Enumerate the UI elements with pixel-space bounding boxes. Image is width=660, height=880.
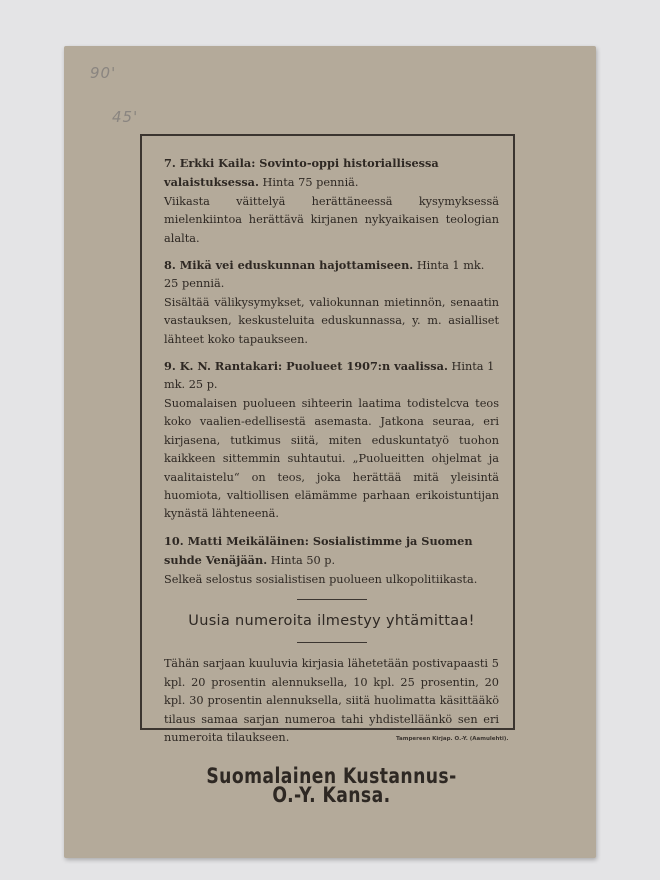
publisher-name: Suomalainen Kustannus-O.-Y. Kansa. <box>206 764 457 807</box>
entry-price: Hinta 75 penniä. <box>262 176 359 190</box>
pencil-mark: 90' <box>90 64 117 82</box>
entry-description: Suomalaisen puolueen sihteerin laatima todistelcva teos koko vaalien-edellisestä asemasta. Jatkona seuraa, eri kirjasena, tutkimus siitä, miten eduskuntatyö tuohon kaikkeen sittemmin suhtautui. „Puolueitten ohjelmat ja vaalitaistelu“ on teos, joka herättää mitä yleisintä huomiota, valtiollisen elämämme parhaan erikoistuntijan kynästä lähteneenä. <box>164 396 499 521</box>
ordering-terms: Tähän sarjaan kuuluvia kirjasia lähetetään postivapaasti 5 kpl. 20 prosentin alennuksella, 10 kpl. 25 prosentin, 20 kpl. 30 prosentin alennuksella, siitä huolimatta käsittääkö tilaus samaa sarjan numeroa tahi yhdistelläänkö sen eri numeroita tilaukseen. <box>164 657 499 744</box>
entry-price: Hinta 50 p. <box>270 554 336 568</box>
divider <box>297 599 367 600</box>
entry-description: Viikasta väittelyä herättäneessä kysymyksessä mielenkiintoa herättävä kirjanen nykyaikaisen teologian alalta. <box>164 194 499 245</box>
entry-title: 9. K. N. Rantakari: Puolueet 1907:n vaalissa. <box>164 359 448 374</box>
entry-description: Sisältää välikysymykset, valiokunnan mietinnön, senaatin vastauksen, keskusteluita eduskunnassa, y. m. asialliset lähteet koko tapaukseen. <box>164 295 499 346</box>
list-item <box>164 154 499 248</box>
announcement: Uusia numeroita ilmestyy yhtämittaa! <box>188 612 475 629</box>
entry-title: 10. Matti Meikäläinen: Sosialistimme ja Suomen suhde Venäjään. <box>164 533 473 568</box>
entry-title: 8. Mikä vei eduskunnan hajottamiseen. <box>164 258 414 273</box>
pencil-mark: 45' <box>112 108 139 126</box>
entry-title: 7. Erkki Kaila: Sovinto-oppi historiallisessa valaistuksessa. <box>164 156 439 190</box>
list-item <box>164 532 499 589</box>
entry-price: Hinta 1 mk. 25 penniä. <box>164 259 485 291</box>
list-item <box>164 357 499 524</box>
divider <box>297 642 367 643</box>
entry-price: Hinta 1 mk. 25 p. <box>164 360 495 392</box>
printer-imprint: Tampereen Kirjap. O.-Y. (Aamulehti). <box>396 736 509 742</box>
entry-description: Selkeä selostus sosialistisen puolueen ulkopolitiikasta. <box>164 572 478 586</box>
list-item <box>164 256 499 349</box>
